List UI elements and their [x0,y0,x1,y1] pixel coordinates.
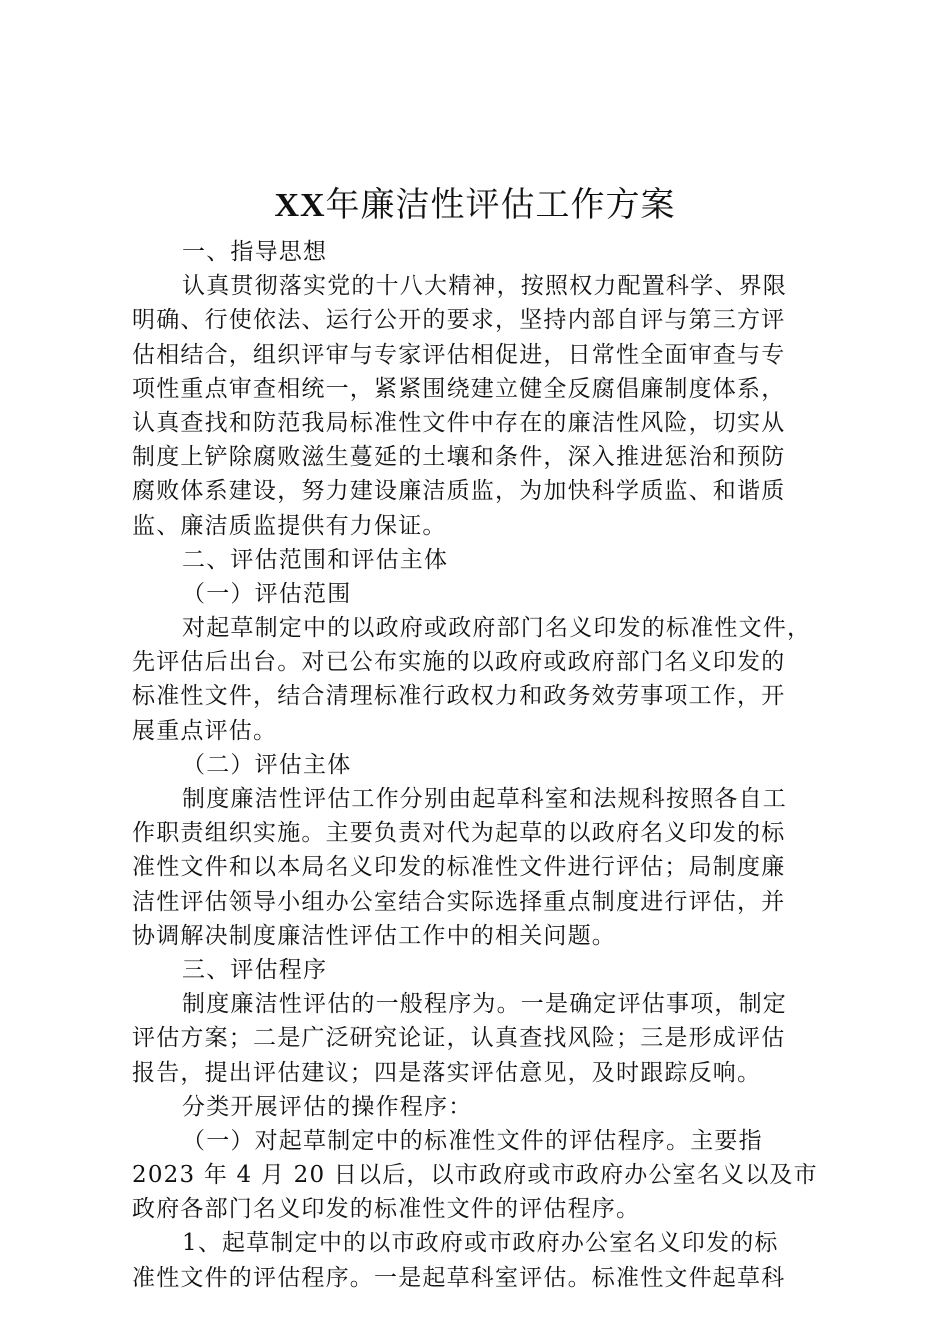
title-prefix: XX [274,187,326,224]
text-line: 制度廉洁性评估工作分别由起草科室和法规科按照各自工 [182,786,787,812]
text-line: 标准性文件，结合清理标准行政权力和政务效劳事项工作，开 [132,683,786,710]
text-line: 洁性评估领导小组办公室结合实际选择重点制度进行评估，并 [132,888,786,915]
text-line: 政府各部门名义印发的标准性文件的评估程序。 [132,1196,641,1223]
text-line: 评估方案；二是广泛研究论证，认真查找风险；三是形成评估 [132,1025,786,1052]
text-line: 对起草制定中的以政府或政府部门名义印发的标准性文件， [182,615,812,642]
text-line: 协调解决制度廉洁性评估工作中的相关问题。 [132,922,616,949]
text-line: 认真贯彻落实党的十八大精神，按照权力配置科学、界限 [182,273,787,300]
text-line: 项性重点审查相统一，紧紧围绕建立健全反腐倡廉制度体系， [132,375,786,402]
text-line: 估相结合，组织评审与专家评估相促进，日常性全面审查与专 [132,341,786,368]
text-line: 认真查找和防范我局标准性文件中存在的廉洁性风险，切实从 [132,409,786,436]
text-line: 二、评估范围和评估主体 [182,546,449,573]
text-line: 1、起草制定中的以市政府或市政府办公室名义印发的标 [182,1230,779,1257]
text-line: （一）评估范围 [182,580,352,607]
document-body [132,235,822,1295]
document-title [0,183,950,228]
text-line: （二）评估主体 [182,751,352,778]
text-line: 监、廉洁质监提供有力保证。 [132,512,447,539]
text-line: 准性文件的评估程序。一是起草科室评估。标准性文件起草科 [132,1264,786,1291]
text-line: 2023 年 4 月 20 日以后，以市政府或市政府办公室名义以及市 [132,1162,818,1189]
text-line: 准性文件和以本局名义印发的标准性文件进行评估；局制度廉 [132,854,786,881]
text-line: 报告，提出评估建议；四是落实评估意见，及时跟踪反响。 [132,1059,762,1086]
text-line: 明确、行使依法、运行公开的要求，坚持内部自评与第三方评 [132,307,786,334]
text-line: 一、指导思想 [182,239,328,265]
text-line: 分类开展评估的操作程序： [182,1093,473,1120]
text-line: 展重点评估。 [132,717,278,744]
text-line: 制度廉洁性评估的一般程序为。一是确定评估事项，制定 [182,991,787,1018]
text-line: （一）对起草制定中的标准性文件的评估程序。主要指 [182,1127,763,1154]
text-line: 制度上铲除腐败滋生蔓延的土壤和条件，深入推进惩治和预防 [132,444,786,471]
title-text: 年廉洁性评估工作方案 [325,185,676,225]
text-line: 腐败体系建设，努力建设廉洁质监，为加快科学质监、和谐质 [132,478,786,505]
text-line: 作职责组织实施。主要负责对代为起草的以政府名义印发的标 [132,820,786,847]
text-line: 先评估后出台。对已公布实施的以政府或政府部门名义印发的 [132,649,786,676]
text-line: 三、评估程序 [182,956,328,983]
